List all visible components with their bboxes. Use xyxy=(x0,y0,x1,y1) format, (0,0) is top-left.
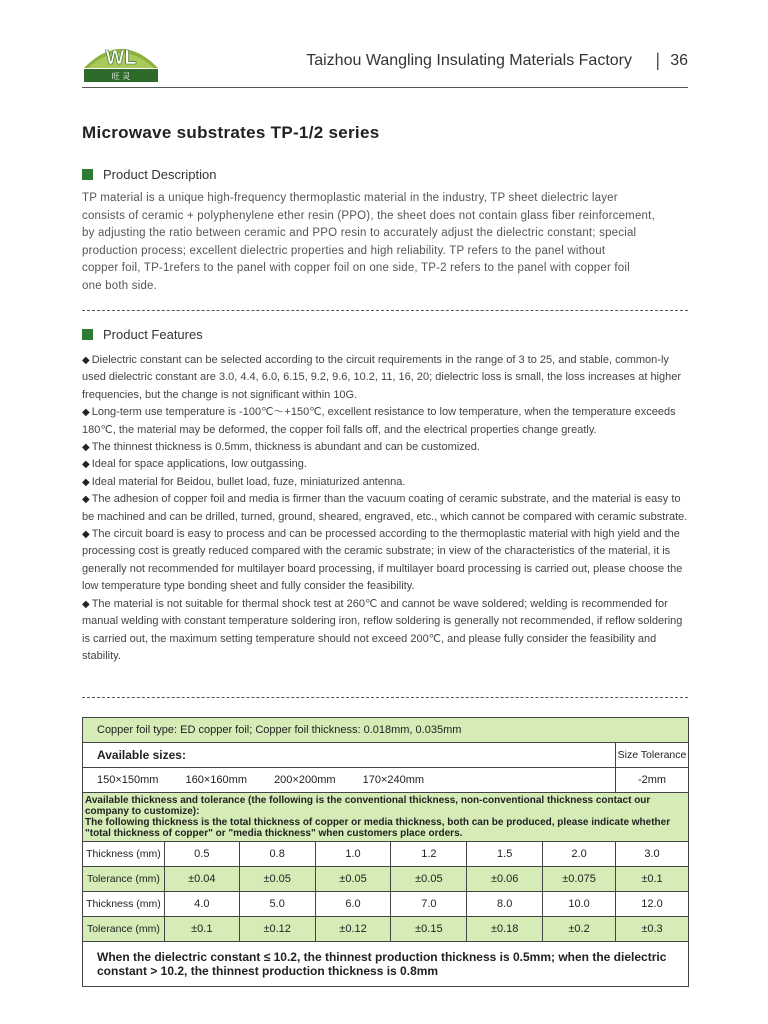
tolerance-cell: ±0.3 xyxy=(616,917,689,942)
tolerance-cell: ±0.1 xyxy=(616,867,689,892)
thickness-row xyxy=(83,892,689,917)
thickness-cell: 8.0 xyxy=(467,892,543,917)
section-heading-description xyxy=(82,167,216,182)
tolerance-cell: ±0.12 xyxy=(239,917,315,942)
size-value: 200×200mm xyxy=(274,774,336,786)
feature-item xyxy=(82,404,690,439)
section-heading-features xyxy=(82,327,203,342)
feature-item xyxy=(82,491,690,526)
diamond-bullet-icon: ◆ xyxy=(82,476,90,488)
tolerance-cell: ±0.06 xyxy=(467,867,543,892)
diamond-bullet-icon: ◆ xyxy=(82,529,90,541)
tolerance-cell: ±0.1 xyxy=(164,917,239,942)
description-line: production process; excellent dielectric properties and high reliability. TP refers to the panel without xyxy=(82,244,606,257)
thickness-cell: 4.0 xyxy=(164,892,239,917)
size-value: 160×160mm xyxy=(185,774,247,786)
thickness-cell: 2.0 xyxy=(543,842,616,867)
feature-text: Dielectric constant can be selected according to the circuit requirements in the range of 3 to 25, and stable, common-ly used dielectric constant are 3.0, 4.4, 6.0, 6.15, 9.2, 9.6, 10.2, 11, 16, 20; dielectric loss is small, the loss increases at higher frequencies, but the change is not significant within 10G. xyxy=(82,354,682,401)
diamond-bullet-icon: ◆ xyxy=(82,598,90,610)
square-bullet-icon xyxy=(82,329,93,340)
diamond-bullet-icon: ◆ xyxy=(82,442,90,454)
diamond-bullet-icon: ◆ xyxy=(82,407,90,419)
size-value: 170×240mm xyxy=(362,774,425,786)
thickness-cell: 1.0 xyxy=(315,842,391,867)
company-logo xyxy=(82,36,160,83)
available-sizes-row xyxy=(83,743,689,768)
feature-text: The thinnest thickness is 0.5mm, thickness is abundant and can be customized. xyxy=(91,441,480,454)
features-list xyxy=(82,352,690,665)
thickness-cell: 1.2 xyxy=(391,842,467,867)
thickness-label: Thickness (mm) xyxy=(83,892,165,917)
tolerance-cell: ±0.04 xyxy=(164,867,239,892)
thickness-cell: 6.0 xyxy=(315,892,391,917)
size-value: 150×150mm xyxy=(97,774,159,786)
spec-table xyxy=(82,717,689,987)
square-bullet-icon xyxy=(82,169,93,180)
availability-note-row xyxy=(83,793,689,842)
feature-item xyxy=(82,456,690,473)
copper-foil-row xyxy=(83,718,689,743)
thickness-cell: 5.0 xyxy=(239,892,315,917)
size-tolerance-label: Size Tolerance xyxy=(616,743,689,768)
page-number: 36 xyxy=(670,52,688,69)
description-line: by adjusting the ratio between ceramic and PPO resin to accurately adjust the dielectric constant; special xyxy=(82,227,637,239)
thickness-cell: 0.5 xyxy=(164,842,239,867)
thickness-cell: 12.0 xyxy=(616,892,689,917)
sizes-row xyxy=(83,768,689,793)
tolerance-cell: ±0.15 xyxy=(391,917,467,942)
feature-item xyxy=(82,439,690,456)
availability-note-cell xyxy=(83,793,689,842)
header-divider xyxy=(82,87,688,88)
diamond-bullet-icon: ◆ xyxy=(82,355,90,366)
description-text xyxy=(82,190,688,295)
tolerance-cell: ±0.05 xyxy=(391,867,467,892)
tolerance-row xyxy=(83,867,689,892)
size-tolerance-value: -2mm xyxy=(616,768,689,793)
company-name: Taizhou Wangling Insulating Materials Factory xyxy=(306,52,632,69)
thickness-cell: 7.0 xyxy=(391,892,467,917)
availability-note-line: The following thickness is the total thickness of copper or media thickness, both can be produced, please indicate whether "total thickness of copper" or "media thickness" when customers place orders. xyxy=(85,817,671,839)
header-separator: | xyxy=(655,50,660,70)
section-heading-label: Product Description xyxy=(103,167,217,182)
thickness-cell: 3.0 xyxy=(616,842,689,867)
thickness-cell: 0.8 xyxy=(239,842,315,867)
dashed-divider xyxy=(82,310,688,311)
description-line: consists of ceramic + polyphenylene ether resin (PPO), the sheet does not contain glass fiber reinforcement, xyxy=(82,209,655,222)
thickness-row xyxy=(83,842,689,867)
feature-item xyxy=(82,474,690,491)
tolerance-label: Tolerance (mm) xyxy=(83,867,165,892)
description-line: one both side. xyxy=(82,279,158,292)
copper-foil-cell: Copper foil type: ED copper foil; Copper foil thickness: 0.018mm, 0.035mm xyxy=(83,718,689,743)
footer-row xyxy=(83,942,689,987)
tolerance-row xyxy=(83,917,689,942)
thickness-cell: 10.0 xyxy=(543,892,616,917)
tolerance-cell: ±0.075 xyxy=(543,867,616,892)
logo-text: WL xyxy=(105,47,137,69)
feature-item xyxy=(82,596,690,666)
feature-text: Ideal for space applications, low outgassing. xyxy=(91,458,307,471)
page-title: Microwave substrates TP-1/2 series xyxy=(82,123,380,142)
thickness-cell: 1.5 xyxy=(467,842,543,867)
available-sizes-label: Available sizes: xyxy=(83,743,616,768)
availability-note-line: Available thickness and tolerance (the following is the conventional thickness, non-conventional thickness contact our company to customize): xyxy=(85,795,651,817)
diamond-bullet-icon: ◆ xyxy=(82,494,90,506)
tolerance-cell: ±0.2 xyxy=(543,917,616,942)
description-line: TP material is a unique high-frequency thermoplastic material in the industry, TP sheet dielectric layer xyxy=(82,192,618,204)
dashed-divider xyxy=(82,697,688,698)
sizes-cell xyxy=(83,768,616,793)
tolerance-cell: ±0.18 xyxy=(467,917,543,942)
footer-note: When the dielectric constant ≤ 10.2, the thinnest production thickness is 0.5mm; when the dielectric constant > 10.2, the thinnest production thickness is 0.8mm xyxy=(83,942,689,987)
thickness-label: Thickness (mm) xyxy=(83,842,165,867)
feature-text: The circuit board is easy to process and can be processed according to the thermoplastic material with high yield and the processing cost is greatly reduced compared with the ceramic substrate; in view of the characteristics of the material, it is generally not recommended for multilayer board processing, if multilayer board processing is carried out, please choose the low temperature type bonding sheet and fully consider the feasibility. xyxy=(82,528,683,593)
feature-text: The material is not suitable for thermal shock test at 260℃ and cannot be wave soldered; welding is recommended for manual welding with constant temperature soldering iron, reflow soldering is generally not recommended, if reflow soldering is carried out, the maximum setting temperature should not exceed 200℃, and please fully consider the feasibility and stability. xyxy=(82,597,683,662)
feature-text: Ideal material for Beidou, bullet load, fuze, miniaturized antenna. xyxy=(91,475,406,488)
feature-item xyxy=(82,352,690,404)
page-header xyxy=(82,36,688,88)
tolerance-cell: ±0.12 xyxy=(315,917,391,942)
logo-subtext: 旺 灵 xyxy=(111,72,131,81)
section-heading-label: Product Features xyxy=(103,327,203,342)
diamond-bullet-icon: ◆ xyxy=(82,459,90,471)
feature-text: Long-term use temperature is -100℃～+150℃, excellent resistance to low temperature, when the temperature exceeds 180℃, the material may be deformed, the copper foil falls off, and the electrical properties change greatly. xyxy=(82,406,676,436)
tolerance-cell: ±0.05 xyxy=(239,867,315,892)
feature-item xyxy=(82,526,690,596)
tolerance-cell: ±0.05 xyxy=(315,867,391,892)
description-line: copper foil, TP-1refers to the panel with copper foil on one side, TP-2 refers to the panel with copper foil xyxy=(82,262,630,274)
feature-text: The adhesion of copper foil and media is firmer than the vacuum coating of ceramic substrate, and the material is easy to be machined and can be drilled, turned, ground, sheared, engraved, etc., which cannot be compared with ceramic substrate. xyxy=(82,493,688,523)
tolerance-label: Tolerance (mm) xyxy=(83,917,165,942)
